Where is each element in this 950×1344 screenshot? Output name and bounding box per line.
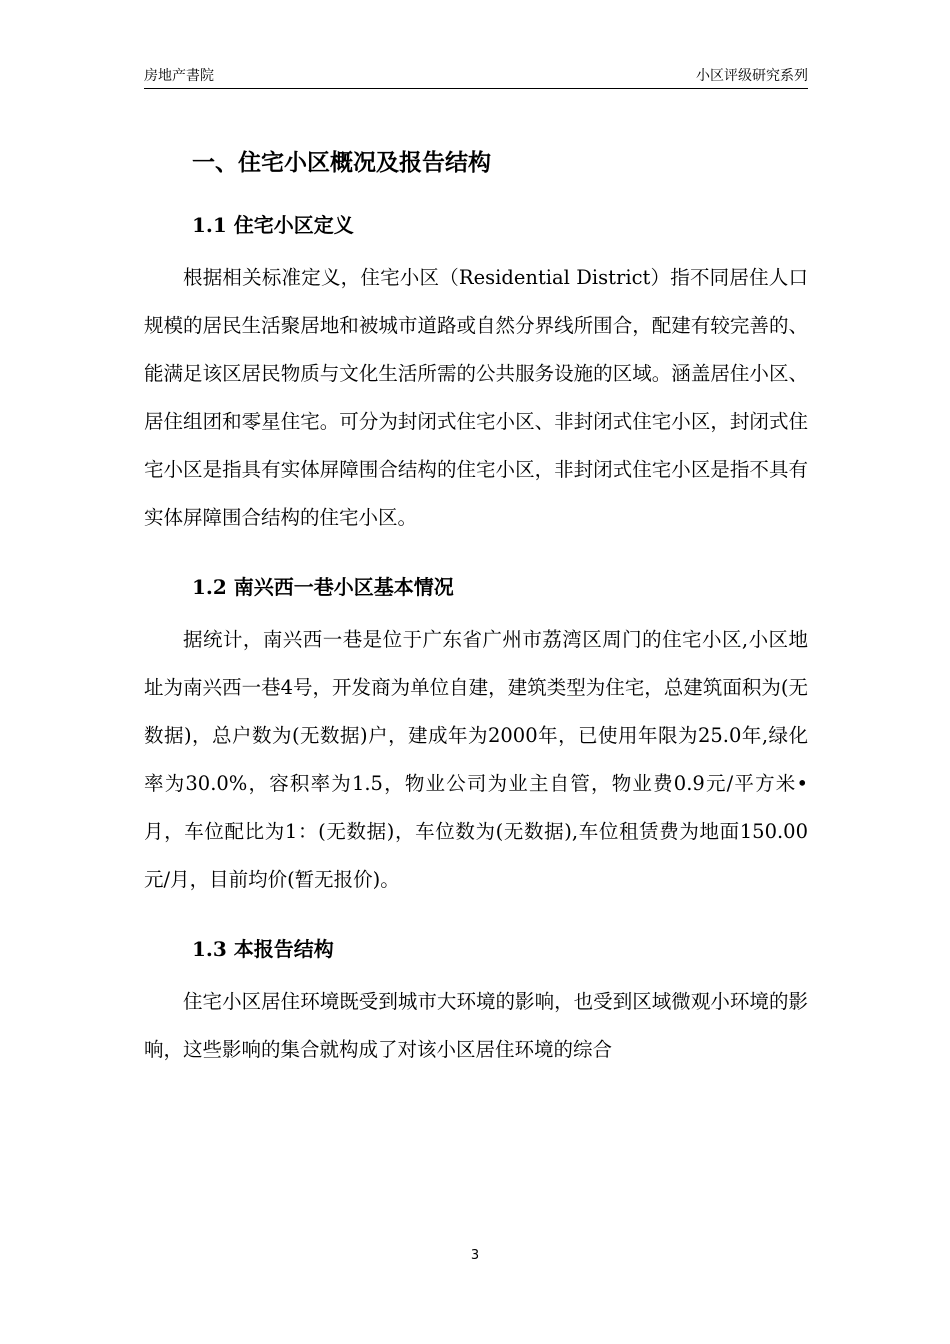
document-body [144,138,808,1074]
section-title-definition: 1.1 住宅小区定义 [192,213,354,237]
page-header [144,66,808,89]
paragraph-basic-info: 据统计，南兴西一巷是位于广东省广州市荔湾区周门的住宅小区,小区地址为南兴西一巷4号，开发商为单位自建，建筑类型为住宅，总建筑面积为(无数据)，总户数为(无数据)户，建成年为2000年，已使用年限为25.0年,绿化率为30.0%，容积率为1.5，物业公司为业主自管，物业费0.9元/平方米•月，车位配比为1：(无数据)，车位数为(无数据),车位租赁费为地面150.00元/月，目前均价(暂无报价)。 [144,628,808,891]
section-title-report-structure: 1.3 本报告结构 [192,937,334,961]
chapter-title: 一、住宅小区概况及报告结构 [192,149,491,176]
header-series-title: 小区评级研究系列 [696,68,808,84]
page-number: 3 [470,1248,480,1263]
section-title-basic-info: 1.2 南兴西一巷小区基本情况 [192,575,454,599]
header-publisher: 房地产書院 [144,68,214,84]
paragraph-definition: 根据相关标准定义，住宅小区（Residential District）指不同居住人口规模的居民生活聚居地和被城市道路或自然分界线所围合，配建有较完善的、能满足该区居民物质与文化生活所需的公共服务设施的区域。涵盖居住小区、居住组团和零星住宅。可分为封闭式住宅小区、非封闭式住宅小区，封闭式住宅小区是指具有实体屏障围合结构的住宅小区，非封闭式住宅小区是指不具有实体屏障围合结构的住宅小区。 [144,266,808,529]
paragraph-report-structure: 住宅小区居住环境既受到城市大环境的影响，也受到区域微观小环境的影响，这些影响的集合就构成了对该小区居住环境的综合 [144,990,808,1061]
